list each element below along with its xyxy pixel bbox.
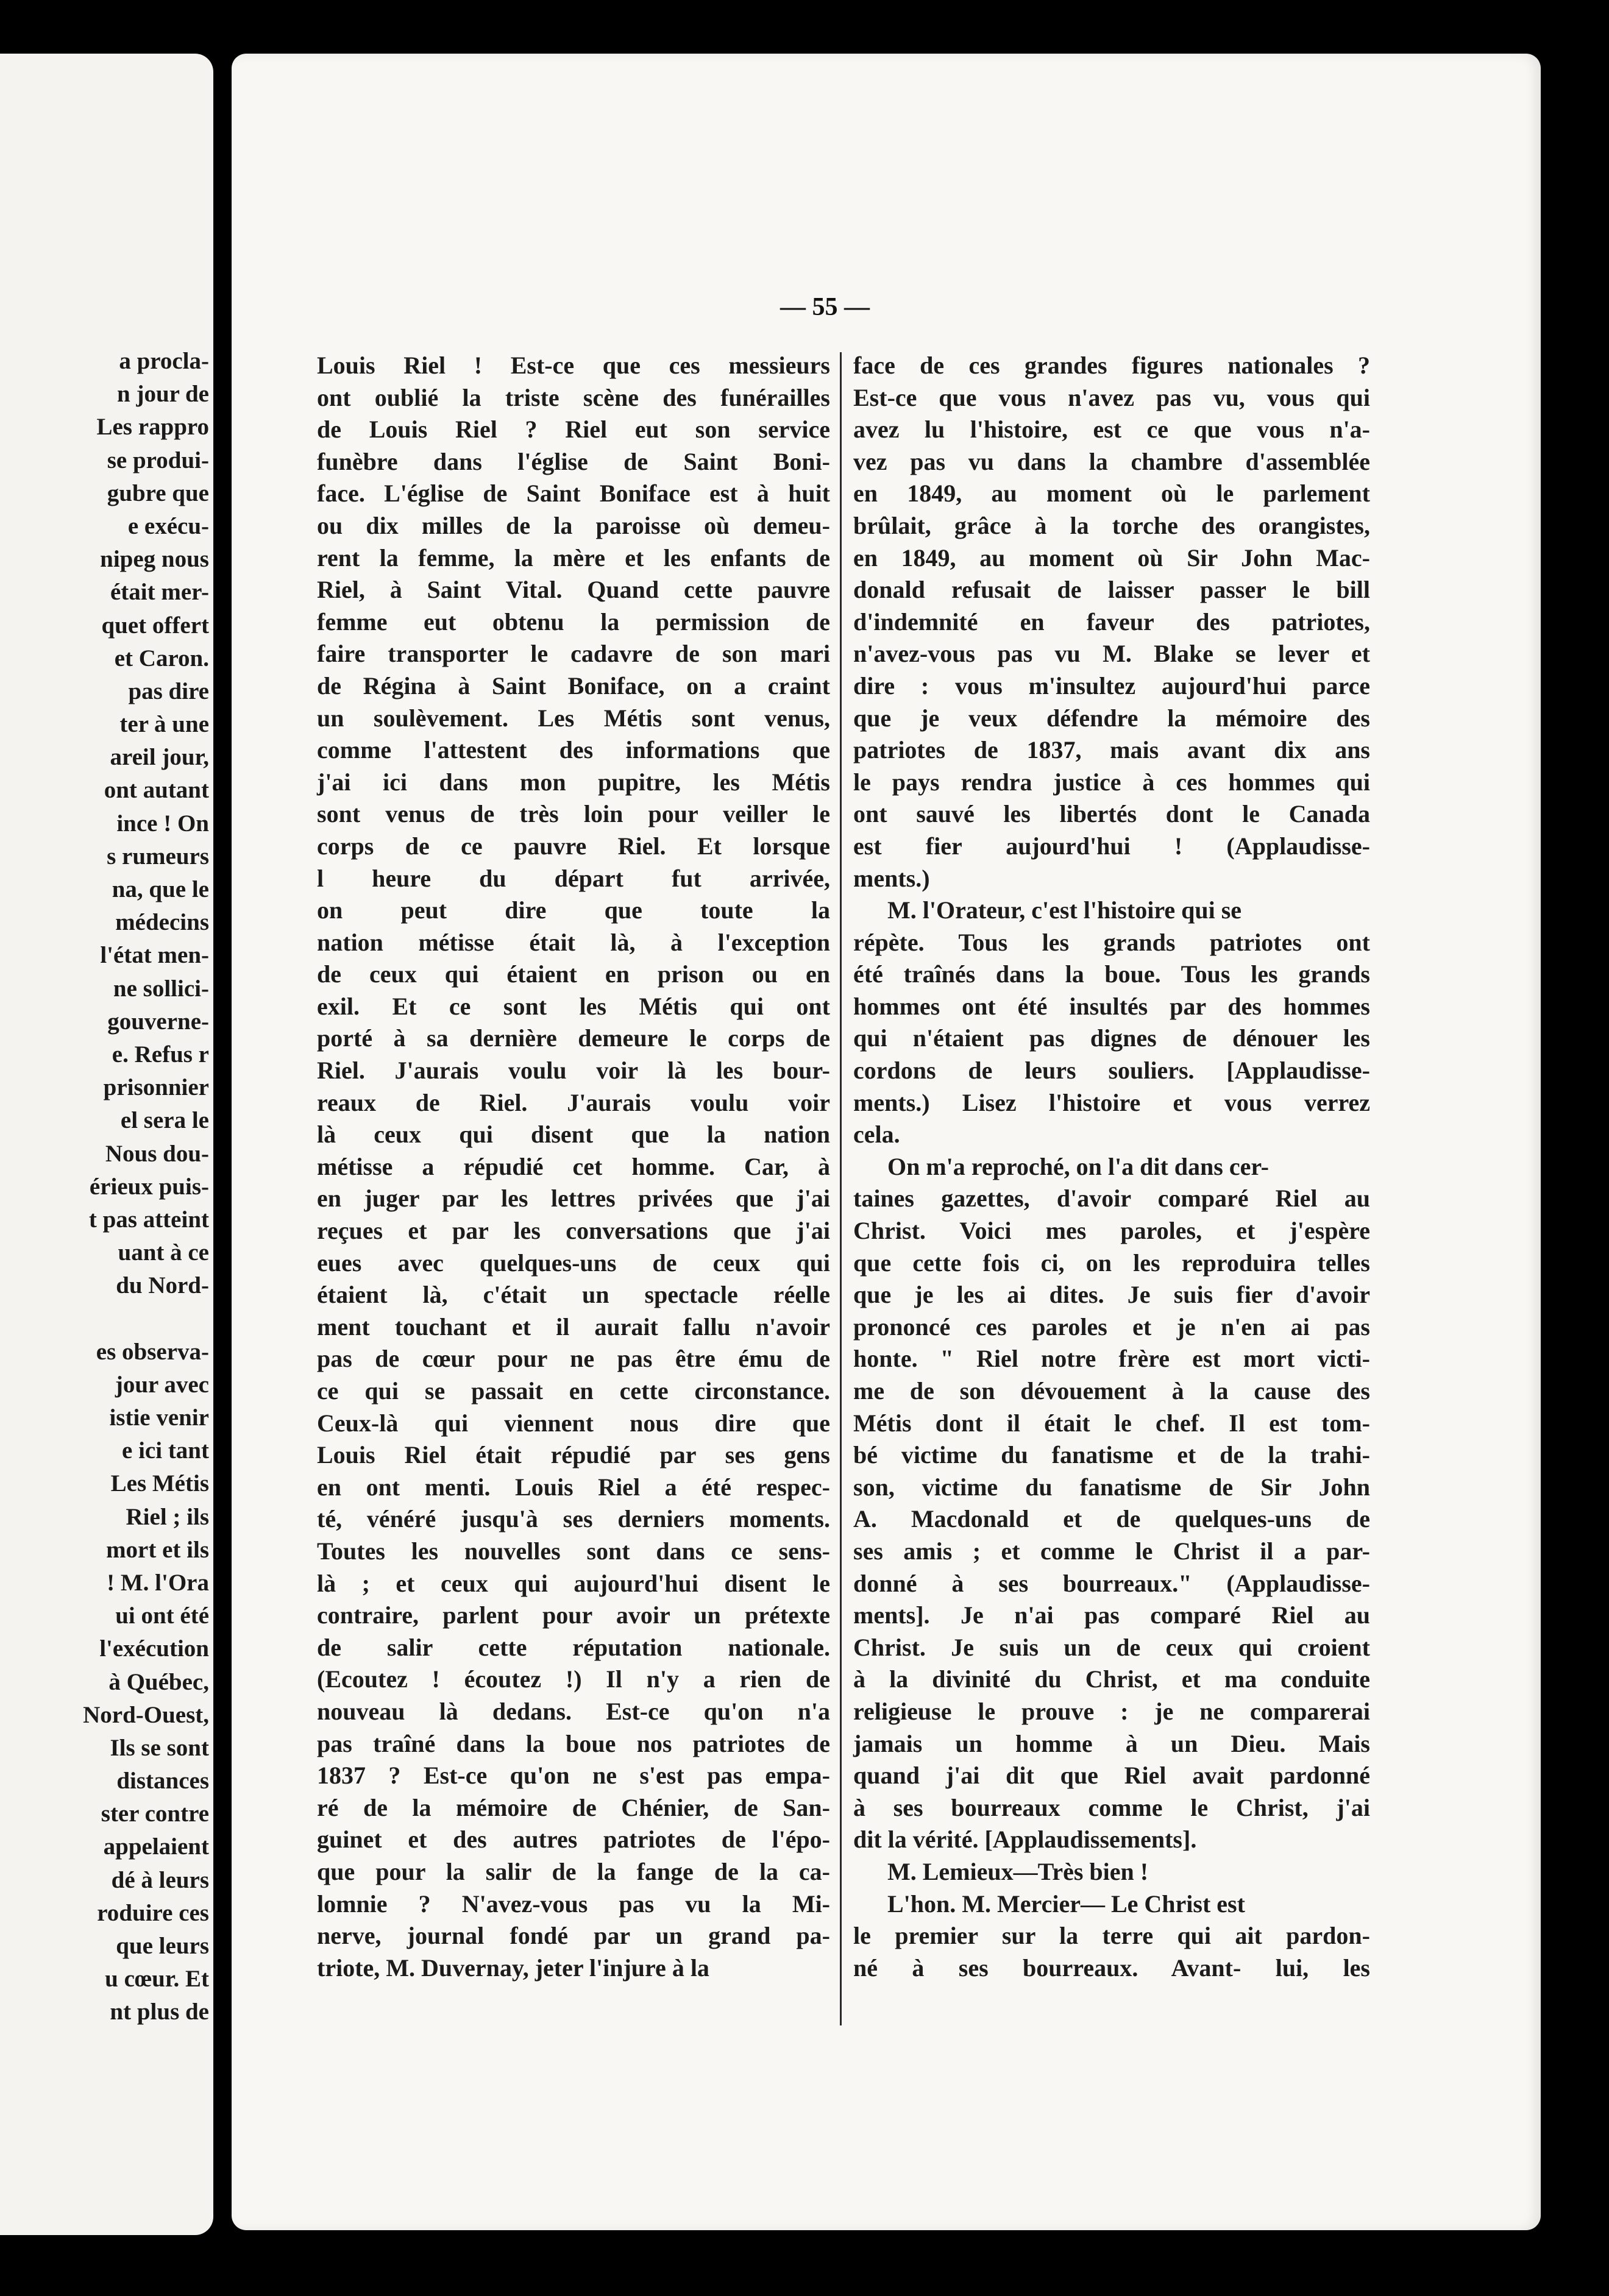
text-line: à la divinité du Christ, et ma conduite [853, 1665, 1370, 1693]
text-line: avez lu l'histoire, est ce que vous n'a- [853, 416, 1370, 444]
text-line: n'avez-vous pas vu M. Blake se lever et [853, 640, 1370, 668]
text-line: reaux de Riel. J'aurais voulu voir [317, 1088, 830, 1116]
text-line: un soulèvement. Les Métis sont venus, [317, 704, 830, 732]
text-line: Métis dont il était le chef. Il est tom- [853, 1409, 1370, 1437]
text-line: Louis Riel était répudié par ses gens [317, 1441, 830, 1469]
text-line: face. L'église de Saint Boniface est à huit [317, 480, 830, 508]
fragment-line: gouverne- [107, 1008, 209, 1035]
fragment-line: uant à ce [118, 1239, 209, 1266]
fragment-line: t pas atteint [88, 1206, 209, 1233]
text-line: son, victime du fanatisme de Sir John [853, 1473, 1370, 1501]
fragment-line: pas dire [128, 678, 209, 704]
text-line: M. l'Orateur, c'est l'histoire qui se [887, 896, 1242, 924]
fragment-line: s rumeurs [107, 843, 209, 870]
fragment-line: et Caron. [114, 645, 209, 671]
text-line: est fier aujourd'hui ! (Applaudisse- [853, 832, 1370, 860]
text-line: en ont menti. Louis Riel a été respec- [317, 1473, 830, 1501]
text-line: ments.) [853, 864, 930, 892]
fragment-line: Ils se sont [110, 1734, 209, 1761]
text-line: jamais un homme à un Dieu. Mais [853, 1729, 1370, 1757]
text-line: quand j'ai dit que Riel avait pardonné [853, 1762, 1370, 1790]
text-line: ments.) Lisez l'histoire et vous verrez [853, 1088, 1370, 1116]
fragment-line: e exécu- [127, 512, 209, 539]
text-line: ré de la mémoire de Chénier, de San- [317, 1793, 830, 1821]
fragment-line: ter à une [119, 711, 209, 738]
text-line: là ; et ceux qui aujourd'hui disent le [317, 1569, 830, 1597]
text-line: prononcé ces paroles et je n'en ai pas [853, 1313, 1370, 1341]
text-line: faire transporter le cadavre de son mari [317, 640, 830, 668]
text-line: eues avec quelques-uns de ceux qui [317, 1249, 830, 1277]
text-line: Christ. Voici mes paroles, et j'espère [853, 1217, 1370, 1245]
text-line: On m'a reproché, on l'a dit dans cer- [887, 1152, 1269, 1180]
text-line: ses amis ; et comme le Christ il a par- [853, 1537, 1370, 1565]
text-line: Ceux-là qui viennent nous dire que [317, 1409, 830, 1437]
text-line: brûlait, grâce à la torche des orangistes, [853, 511, 1370, 539]
fragment-line [0, 1302, 209, 1335]
text-line: triote, M. Duvernay, jeter l'injure à la [317, 1954, 709, 1982]
text-line: A. Macdonald et de quelques-uns de [853, 1505, 1370, 1533]
page-number: — 55 — [780, 293, 870, 321]
text-line: ment touchant et il aurait fallu n'avoir [317, 1313, 830, 1341]
text-line: face de ces grandes figures nationales ? [853, 352, 1370, 379]
text-line: me de son dévouement à la cause des [853, 1377, 1370, 1405]
text-line: corps de ce pauvre Riel. Et lorsque [317, 832, 830, 860]
text-line: répète. Tous les grands patriotes ont [853, 928, 1370, 956]
fragment-line: que leurs [116, 1933, 209, 1959]
text-line: à ses bourreaux comme le Christ, j'ai [853, 1793, 1370, 1821]
text-line: vez pas vu dans la chambre d'assemblée [853, 447, 1370, 475]
text-line: reçues et par les conversations que j'ai [317, 1217, 830, 1245]
text-line: pas traîné dans la boue nos patriotes de [317, 1729, 830, 1757]
text-line: honte. " Riel notre frère est mort victi- [853, 1345, 1370, 1373]
text-line: comme l'attestent des informations que [317, 736, 830, 764]
fragment-line: ont autant [104, 777, 209, 804]
text-line: l heure du départ fut arrivée, [317, 864, 830, 892]
text-line: d'indemnité en faveur des patriotes, [853, 608, 1370, 636]
text-line: Toutes les nouvelles sont dans ce sens- [317, 1537, 830, 1565]
text-line: ce qui se passait en cette circonstance. [317, 1377, 830, 1405]
text-line: ont oublié la triste scène des funérailles [317, 383, 830, 411]
text-line: Est-ce que vous n'avez pas vu, vous qui [853, 383, 1370, 411]
text-line: j'ai ici dans mon pupitre, les Métis [317, 768, 830, 796]
text-line: L'hon. M. Mercier— Le Christ est [887, 1890, 1245, 1918]
text-line: métisse a répudié cet homme. Car, à [317, 1152, 830, 1180]
fragment-line: l'exécution [99, 1635, 209, 1662]
text-line: (Ecoutez ! écoutez !) Il n'y a rien de [317, 1665, 830, 1693]
text-line: pas de cœur pour ne pas être ému de [317, 1345, 830, 1373]
text-line: Louis Riel ! Est-ce que ces messieurs [317, 352, 830, 379]
left-page-fragment [0, 54, 213, 2235]
text-line: lomnie ? N'avez-vous pas vu la Mi- [317, 1890, 830, 1918]
fragment-line: roduire ces [97, 1899, 209, 1926]
text-line: que cette fois ci, on les reproduira telles [853, 1249, 1370, 1277]
fragment-line: à Québec, [108, 1668, 209, 1695]
text-line: nation métisse était là, à l'exception [317, 928, 830, 956]
text-line: on peut dire que toute la [317, 896, 830, 924]
text-line: de Louis Riel ? Riel eut son service [317, 416, 830, 444]
text-line: là ceux qui disent que la nation [317, 1121, 830, 1149]
fragment-line: na, que le [112, 876, 209, 902]
text-line: M. Lemieux—Très bien ! [887, 1857, 1149, 1885]
text-line: cela. [853, 1121, 900, 1149]
text-line: té, vénéré jusqu'à ses derniers moments. [317, 1505, 830, 1533]
text-line: sont venus de très loin pour veiller le [317, 800, 830, 828]
fragment-line: ne sollici- [113, 975, 209, 1002]
text-line: qui n'étaient pas dignes de dénouer les [853, 1024, 1370, 1052]
text-line: funèbre dans l'église de Saint Boni- [317, 447, 830, 475]
text-line: de salir cette réputation nationale. [317, 1633, 830, 1661]
fragment-line: a procla- [119, 348, 209, 374]
text-line: taines gazettes, d'avoir comparé Riel au [853, 1185, 1370, 1213]
text-line: bé victime du fanatisme et de la trahi- [853, 1441, 1370, 1469]
fragment-line: u cœur. Et [105, 1966, 209, 1993]
text-line: que pour la salir de la fange de la ca- [317, 1857, 830, 1885]
fragment-line: ! M. l'Ora [107, 1569, 209, 1596]
text-line: hommes ont été insultés par des hommes [853, 992, 1370, 1020]
fragment-line: appelaient [103, 1834, 209, 1860]
text-line: étaient là, c'était un spectacle réelle [317, 1281, 830, 1309]
fragment-line: était mer- [110, 579, 209, 606]
text-line: Riel. J'aurais voulu voir là les bour- [317, 1057, 830, 1085]
text-line: de ceux qui étaient en prison ou en [317, 960, 830, 988]
text-line: en 1849, au moment où le parlement [853, 480, 1370, 508]
left-column [317, 350, 830, 1984]
text-line: patriotes de 1837, mais avant dix ans [853, 736, 1370, 764]
fragment-line: e. Refus r [112, 1041, 209, 1068]
fragment-line: areil jour, [110, 744, 209, 771]
fragment-line: du Nord- [116, 1272, 209, 1299]
fragment-line: mort et ils [106, 1536, 209, 1563]
fragment-line: prisonnier [103, 1074, 209, 1101]
text-line: nouveau là dedans. Est-ce qu'on n'a [317, 1697, 830, 1725]
fragment-line: Les rappro [96, 414, 209, 441]
text-line: porté à sa dernière demeure le corps de [317, 1024, 830, 1052]
text-line: ont sauvé les libertés dont le Canada [853, 800, 1370, 828]
text-line: cordons de leurs souliers. [Applaudisse- [853, 1057, 1370, 1085]
fragment-line: Riel ; ils [126, 1503, 209, 1530]
text-line: guinet et des autres patriotes de l'épo- [317, 1826, 830, 1854]
fragment-line: n jour de [117, 381, 209, 408]
fragment-line: Nord-Ouest, [83, 1701, 209, 1728]
fragment-line: se produi- [107, 447, 209, 473]
text-line: le premier sur la terre qui ait pardon- [853, 1922, 1370, 1950]
text-line: été traînés dans la boue. Tous les grands [853, 960, 1370, 988]
fragment-line: ster contre [101, 1801, 209, 1827]
text-line: contraire, parlent pour avoir un prétexte [317, 1601, 830, 1629]
text-line: nerve, journal fondé par un grand pa- [317, 1922, 830, 1950]
text-line: le pays rendra justice à ces hommes qui [853, 768, 1370, 796]
text-line: religieuse le prouve : je ne comparerai [853, 1697, 1370, 1725]
fragment-line: ui ont été [115, 1603, 209, 1629]
fragment-line: dé à leurs [111, 1866, 209, 1893]
text-line: femme eut obtenu la permission de [317, 608, 830, 636]
text-line: Riel, à Saint Vital. Quand cette pauvre [317, 576, 830, 604]
fragment-line: jour avec [115, 1371, 209, 1398]
text-line: que je les ai dites. Je suis fier d'avoir [853, 1281, 1370, 1309]
text-line: exil. Et ce sont les Métis qui ont [317, 992, 830, 1020]
fragment-line: e ici tant [122, 1437, 209, 1464]
fragment-line: istie venir [109, 1405, 209, 1431]
fragment-line: el sera le [120, 1107, 209, 1134]
fragment-line: es observa- [96, 1338, 209, 1365]
fragment-line: médecins [115, 909, 209, 936]
text-line: rent la femme, la mère et les enfants de [317, 544, 830, 572]
text-line: en juger par les lettres privées que j'ai [317, 1185, 830, 1213]
fragment-line: quet offert [101, 612, 209, 639]
text-line: Christ. Je suis un de ceux qui croient [853, 1633, 1370, 1661]
text-line: ou dix milles de la paroisse où demeu- [317, 511, 830, 539]
text-line: en 1849, au moment où Sir John Mac- [853, 544, 1370, 572]
text-line: donné à ses bourreaux." (Applaudisse- [853, 1569, 1370, 1597]
text-line: dire : vous m'insultez aujourd'hui parce [853, 671, 1370, 700]
right-column [853, 350, 1370, 1984]
text-line: dit la vérité. [Applaudissements]. [853, 1826, 1197, 1854]
text-line: donald refusait de laisser passer le bill [853, 576, 1370, 604]
fragment-line: Nous dou- [105, 1140, 209, 1167]
fragment-line: érieux puis- [89, 1173, 209, 1200]
column-rule [840, 352, 842, 2025]
fragment-line: gubre que [107, 480, 209, 506]
text-line: 1837 ? Est-ce qu'on ne s'est pas empa- [317, 1762, 830, 1790]
fragment-line: distances [116, 1768, 209, 1795]
fragment-line: ince ! On [116, 810, 209, 837]
text-line: né à ses bourreaux. Avant- lui, les [853, 1954, 1370, 1982]
fragment-line: Les Métis [110, 1470, 209, 1497]
fragment-line: l'état men- [100, 942, 209, 969]
text-line: de Régina à Saint Boniface, on a craint [317, 671, 830, 700]
text-line: ments]. Je n'ai pas comparé Riel au [853, 1601, 1370, 1629]
fragment-line: nipeg nous [100, 546, 209, 573]
left-page-text [0, 345, 209, 2029]
fragment-line: nt plus de [110, 1999, 209, 2025]
text-line: que je veux défendre la mémoire des [853, 704, 1370, 732]
